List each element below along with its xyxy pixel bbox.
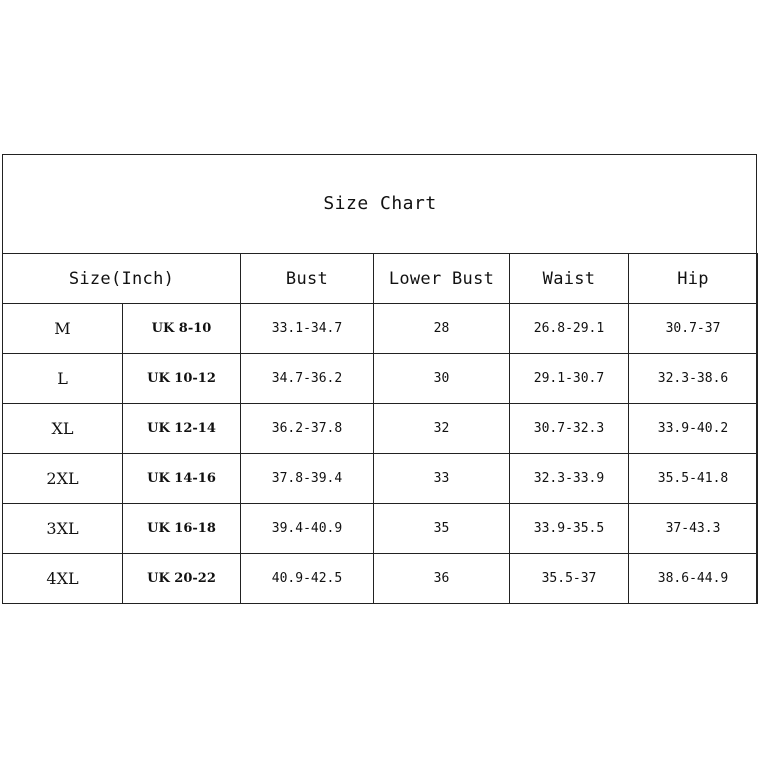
hip-cell: 32.3-38.6 (629, 354, 758, 404)
lower-bust-cell: 33 (374, 454, 510, 504)
hip-cell: 38.6-44.9 (629, 554, 758, 604)
table-row (3, 404, 758, 454)
header-lower-bust: Lower Bust (374, 254, 510, 304)
lower-bust-cell: 32 (374, 404, 510, 454)
waist-cell: 35.5-37 (510, 554, 629, 604)
waist-cell: 32.3-33.9 (510, 454, 629, 504)
bust-cell: 36.2-37.8 (241, 404, 374, 454)
table-row (3, 304, 758, 354)
table-row (3, 504, 758, 554)
bust-cell: 33.1-34.7 (241, 304, 374, 354)
uk-size-cell: UK 12-14 (123, 404, 241, 454)
header-hip: Hip (629, 254, 758, 304)
size-cell: M (3, 304, 123, 354)
lower-bust-cell: 36 (374, 554, 510, 604)
header-row (3, 254, 758, 304)
waist-cell: 29.1-30.7 (510, 354, 629, 404)
uk-size-cell: UK 8-10 (123, 304, 241, 354)
size-chart (2, 154, 757, 604)
table-row (3, 454, 758, 504)
uk-size-cell: UK 20-22 (123, 554, 241, 604)
header-size: Size(Inch) (3, 254, 241, 304)
lower-bust-cell: 30 (374, 354, 510, 404)
waist-cell: 30.7-32.3 (510, 404, 629, 454)
title-row (3, 154, 758, 254)
waist-cell: 26.8-29.1 (510, 304, 629, 354)
hip-cell: 35.5-41.8 (629, 454, 758, 504)
uk-size-cell: UK 14-16 (123, 454, 241, 504)
size-cell: 2XL (3, 454, 123, 504)
chart-title: Size Chart (3, 154, 758, 254)
size-cell: XL (3, 404, 123, 454)
lower-bust-cell: 35 (374, 504, 510, 554)
hip-cell: 37-43.3 (629, 504, 758, 554)
waist-cell: 33.9-35.5 (510, 504, 629, 554)
bust-cell: 39.4-40.9 (241, 504, 374, 554)
size-table (2, 154, 758, 604)
hip-cell: 30.7-37 (629, 304, 758, 354)
size-cell: 4XL (3, 554, 123, 604)
size-cell: L (3, 354, 123, 404)
lower-bust-cell: 28 (374, 304, 510, 354)
uk-size-cell: UK 16-18 (123, 504, 241, 554)
bust-cell: 34.7-36.2 (241, 354, 374, 404)
size-cell: 3XL (3, 504, 123, 554)
header-bust: Bust (241, 254, 374, 304)
header-waist: Waist (510, 254, 629, 304)
bust-cell: 40.9-42.5 (241, 554, 374, 604)
table-row (3, 354, 758, 404)
hip-cell: 33.9-40.2 (629, 404, 758, 454)
uk-size-cell: UK 10-12 (123, 354, 241, 404)
bust-cell: 37.8-39.4 (241, 454, 374, 504)
table-row (3, 554, 758, 604)
